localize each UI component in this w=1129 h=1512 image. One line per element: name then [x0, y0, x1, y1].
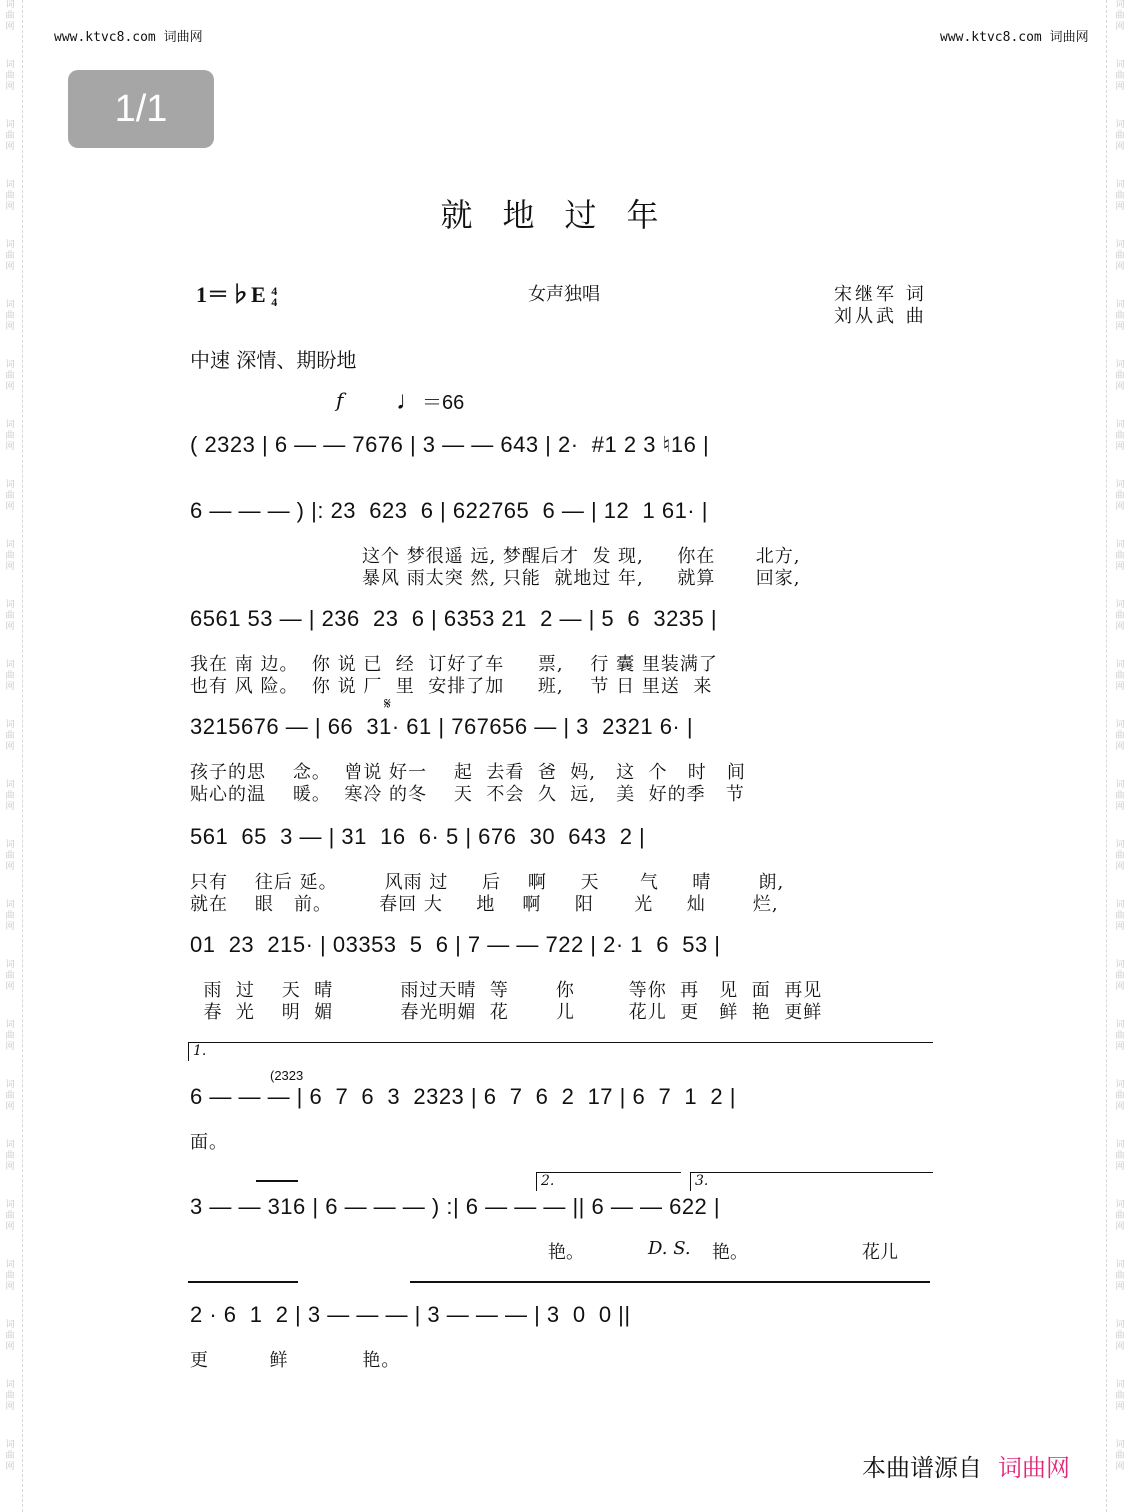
watermark-item: 词 曲 网: [1115, 300, 1125, 332]
first-ending-bracket: [188, 1042, 933, 1061]
watermark-item: 词 曲 网: [5, 600, 15, 632]
site-url-right[interactable]: www.ktvc8.com 词曲网: [940, 30, 1089, 45]
site-url-left[interactable]: www.ktvc8.com 词曲网: [54, 30, 203, 45]
notation-line: 3 — — 316 | 6 — — — ) :| 6 — — — || 6 — — 622 |: [190, 1194, 721, 1219]
watermark-item: 词 曲 网: [1115, 1200, 1125, 1232]
volta-label: 2.: [541, 1173, 555, 1189]
watermark-item: 词 曲 网: [1115, 960, 1125, 992]
third-ending-bracket: [690, 1172, 933, 1191]
quarter-note-icon: ♩: [396, 385, 422, 415]
watermark-item: 词 曲 网: [5, 660, 15, 692]
watermark-item: 词 曲 网: [5, 300, 15, 332]
watermark-item: 词 曲 网: [1115, 480, 1125, 512]
lyrics-verse-2: 也有 风 险。 你 说 厂 里 安排了加 班, 节 日 里送 来: [190, 676, 713, 697]
watermark-item: 词 曲 网: [1115, 0, 1125, 32]
score-system-8: [190, 1192, 930, 1264]
tempo-expression: 中速 深情、期盼地: [190, 348, 357, 372]
watermark-item: 词 曲 网: [5, 780, 15, 812]
metronome-marking: [396, 385, 464, 416]
page-indicator: 1/1: [68, 70, 214, 148]
lyrics-line: 更 鲜 艳。: [190, 1350, 401, 1371]
lyrics-verse-2: 贴心的温 暖。 寒冷 的冬 天 不会 久 远, 美 好的季 节: [190, 784, 745, 805]
watermark-item: 词 曲 网: [5, 240, 15, 272]
lyricist-credit: 宋继军 词: [834, 284, 927, 305]
lyrics-verse-2: 就在 眼 前。 春回 大 地 啊 阳 光 灿 烂,: [190, 894, 779, 915]
watermark-item: 词 曲 网: [1115, 120, 1125, 152]
watermark-item: 词 曲 网: [1115, 420, 1125, 452]
watermark-item: 词 曲 网: [5, 120, 15, 152]
key-signature: [196, 278, 277, 309]
time-top: 4: [271, 283, 278, 298]
watermark-item: 词 曲 网: [1115, 780, 1125, 812]
watermark-item: 词 曲 网: [1115, 1320, 1125, 1352]
watermark-item: 词 曲 网: [1115, 660, 1125, 692]
tie-line: [410, 1281, 930, 1283]
notation-line: 6 — — — ) |: 23 623 6 | 622765 6 — | 12 1 61· |: [190, 498, 708, 523]
watermark-item: 词 曲 网: [5, 1440, 15, 1472]
watermark-item: 词 曲 网: [5, 1320, 15, 1352]
watermark-item: 词 曲 网: [5, 420, 15, 452]
second-ending-bracket: [536, 1172, 681, 1191]
watermark-item: 词 曲 网: [5, 480, 15, 512]
watermark-item: 词 曲 网: [5, 960, 15, 992]
watermark-item: 词 曲 网: [5, 1020, 15, 1052]
volta-label: 3.: [695, 1173, 709, 1189]
watermark-item: 词 曲 网: [5, 1380, 15, 1412]
watermark-item: 词 曲 网: [5, 1260, 15, 1292]
score-system-2: [190, 496, 930, 592]
source-credit: [862, 1448, 1070, 1483]
watermark-item: 词 曲 网: [1115, 1440, 1125, 1472]
watermark-item: 词 曲 网: [1115, 900, 1125, 932]
watermark-item: 词 曲 网: [5, 720, 15, 752]
watermark-item: 词 曲 网: [1115, 540, 1125, 572]
lyrics-verse-1: 雨 过 天 晴 雨过天晴 等 你 等你 再 见 面 再见: [190, 980, 823, 1001]
score-system-5: [190, 822, 930, 918]
metronome-value: ＝66: [422, 392, 465, 414]
dynamic-marking: f: [336, 388, 344, 412]
performance-type: 女声独唱: [528, 284, 600, 305]
notation-line: ( 2323 | 6 — — 7676 | 3 — — 643 | 2· #1 2 3 ♮16 |: [190, 432, 710, 457]
segno-sign: 𝄋: [384, 694, 391, 713]
watermark-item: 词 曲 网: [1115, 720, 1125, 752]
watermark-item: 词 曲 网: [1115, 1260, 1125, 1292]
notation-line: 561 65 3 — | 31 16 6· 5 | 676 30 643 2 |: [190, 824, 646, 849]
lyrics-verse-1: 我在 南 边。 你 说 已 经 订好了车 票, 行 囊 里装满了: [190, 654, 718, 675]
lyrics-verse-1: 孩子的思 念。 曾说 好一 起 去看 爸 妈, 这 个 时 间: [190, 762, 746, 783]
grace-notes: (2323: [270, 1068, 304, 1083]
watermark-item: 词 曲 网: [1115, 1020, 1125, 1052]
tie-line: [188, 1281, 298, 1283]
source-brand-link[interactable]: 词曲网: [998, 1454, 1070, 1482]
watermark-item: 词 曲 网: [5, 900, 15, 932]
notation-line: 3215676 — | 66 31· 61 | 767656 — | 3 2321 6· |: [190, 714, 694, 739]
watermark-item: 词 曲 网: [1115, 840, 1125, 872]
watermark-item: 词 曲 网: [5, 180, 15, 212]
notation-line: 01 23 215· | 03353 5 6 | 7 — — 722 | 2· 1 6 53 |: [190, 932, 721, 957]
lyrics-verse-1: 这个 梦很遥 远, 梦醒后才 发 现, 你在 北方,: [362, 546, 801, 567]
score-system-3: [190, 604, 930, 700]
watermark-item: 词 曲 网: [1115, 1380, 1125, 1412]
watermark-item: 词 曲 网: [1115, 60, 1125, 92]
dal-segno-marking: D. S.: [648, 1238, 691, 1259]
watermark-item: 词 曲 网: [5, 1140, 15, 1172]
watermark-item: 词 曲 网: [5, 60, 15, 92]
score-system-4: [190, 712, 930, 808]
lyric-ending-2: 艳。: [548, 1242, 584, 1263]
time-bottom: 4: [271, 294, 278, 309]
watermark-item: 词 曲 网: [5, 0, 15, 32]
lyrics-verse-2: 暴风 雨太突 然, 只能 就地过 年, 就算 回家,: [362, 568, 801, 589]
watermark-item: 词 曲 网: [5, 360, 15, 392]
watermark-item: 词 曲 网: [5, 1200, 15, 1232]
notation-line: 2 · 6 1 2 | 3 — — — | 3 — — — | 3 0 0 ||: [190, 1302, 631, 1327]
notation-line: 6 — — — | 6 7 6 3 2323 | 6 7 6 2 17 | 6 7 1 2 |: [190, 1084, 736, 1109]
score-system-6: [190, 930, 930, 1026]
lyric-pickup: 花儿: [862, 1242, 898, 1263]
time-signature: [271, 283, 278, 309]
watermark-item: 词 曲 网: [5, 540, 15, 572]
volta-label: 1.: [193, 1043, 207, 1059]
score-system-1: [190, 430, 930, 470]
lyric-ending-3: 艳。: [712, 1242, 748, 1263]
source-label: 本曲谱源自: [862, 1454, 982, 1482]
song-title: 就地过年: [440, 196, 689, 234]
watermark-item: 词 曲 网: [5, 840, 15, 872]
key-text: 1＝♭E: [196, 282, 266, 307]
watermark-item: 词 曲 网: [1115, 1080, 1125, 1112]
lyrics-line: 面。: [190, 1132, 228, 1153]
score-system-7: [190, 1068, 930, 1158]
watermark-item: 词 曲 网: [1115, 240, 1125, 272]
lyrics-verse-1: 只有 往后 延。 风雨 过 后 啊 天 气 晴 朗,: [190, 872, 785, 893]
watermark-item: 词 曲 网: [5, 1080, 15, 1112]
watermark-item: 词 曲 网: [1115, 600, 1125, 632]
notation-line: 6561 53 — | 236 23 6 | 6353 21 2 — | 5 6 3235 |: [190, 606, 718, 631]
watermark-item: 词 曲 网: [1115, 1140, 1125, 1172]
crescendo-line: [256, 1180, 298, 1182]
lyrics-verse-2: 春 光 明 媚 春光明媚 花 儿 花儿 更 鲜 艳 更鲜: [190, 1002, 823, 1023]
composer-credit: 刘从武 曲: [834, 306, 927, 327]
score-system-9: [190, 1300, 930, 1372]
watermark-item: 词 曲 网: [1115, 180, 1125, 212]
watermark-item: 词 曲 网: [1115, 360, 1125, 392]
